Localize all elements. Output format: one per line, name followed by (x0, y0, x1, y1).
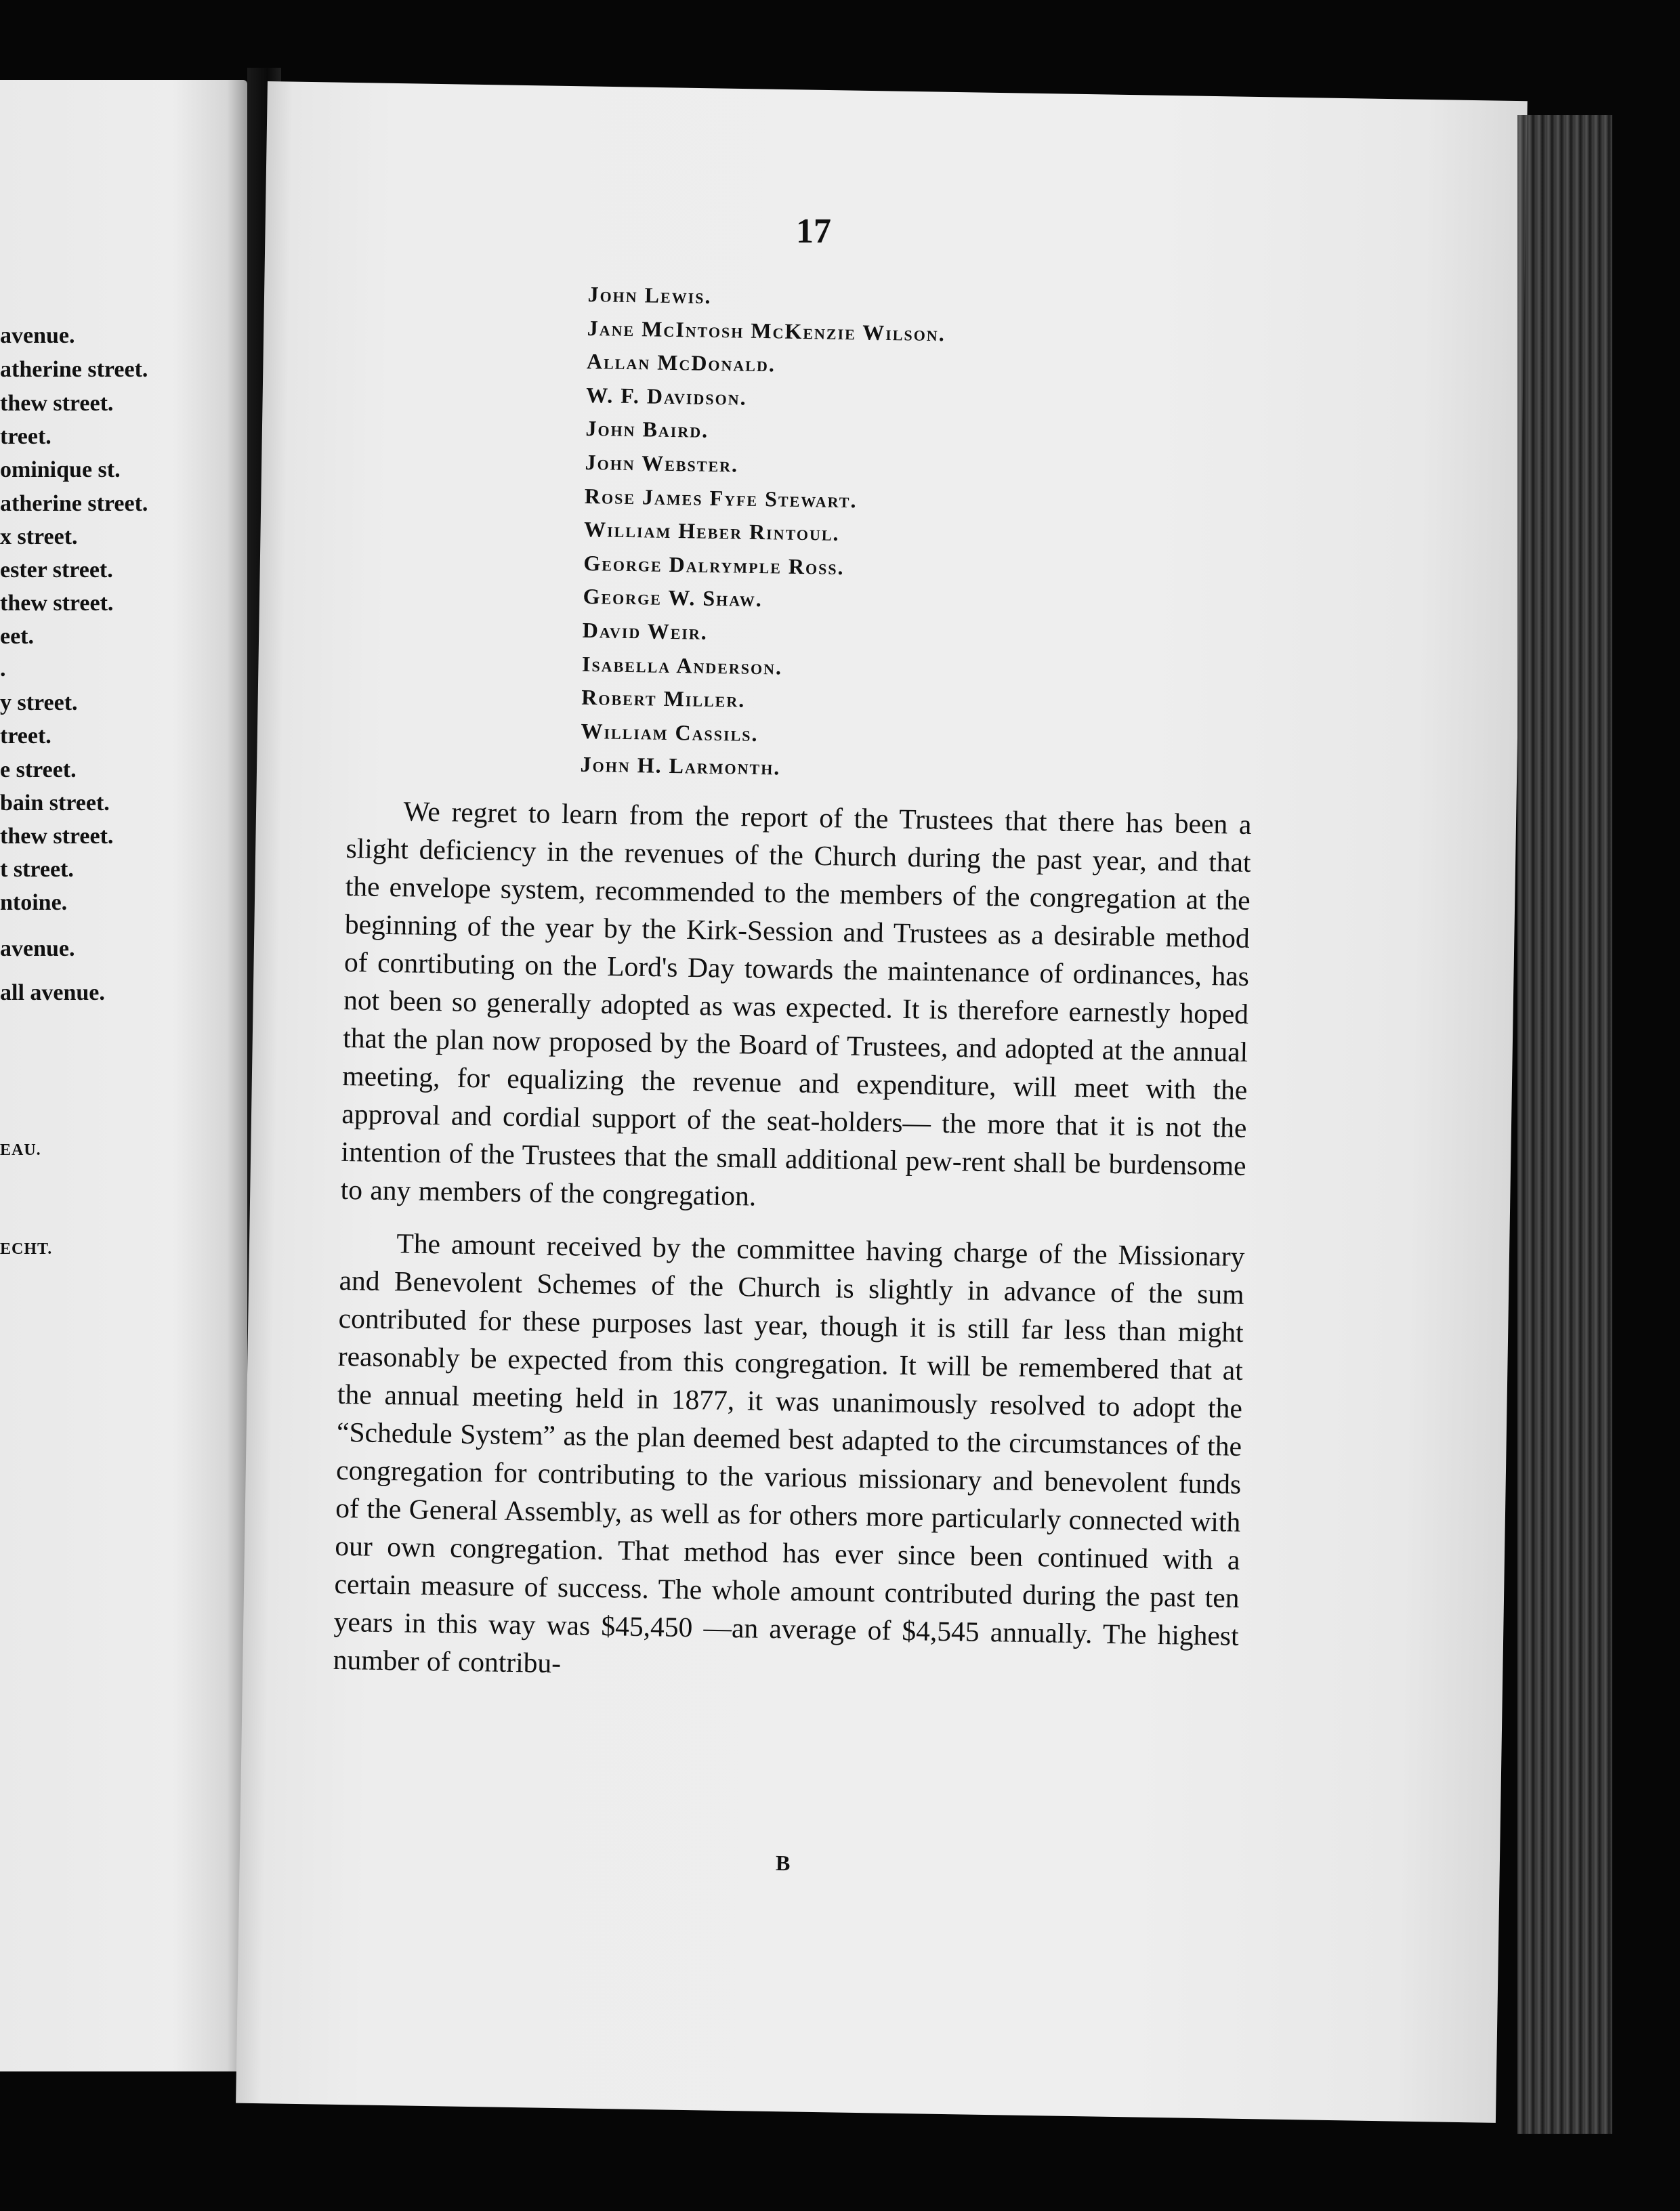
name-item: Rose James Fyfe Stewart. (584, 483, 858, 512)
name-item: W. F. Davidson. (586, 382, 747, 410)
name-item: William Heber Rintoul. (583, 517, 840, 546)
left-line: EAU. (0, 1141, 41, 1159)
name-item: John Baird. (585, 416, 709, 443)
name-item: Isabella Anderson. (581, 651, 783, 679)
left-line: atherine street. (0, 491, 148, 516)
paragraph-trustees-report: We regret to learn from the report of the Trustees that there has been a slight deficiency in the revenues of the Church during the past year, and that the envelope system, recommended to the members of the congregation at the beginning of the year by the Kirk-Session and Trustees as a desirable method of conrtibuting on the Lord's Day towards the maintenance of ordinances, has not been so generally adopted as was expected. It is therefore earnestly hoped that the plan now proposed by the Board of Trustees, and adopted at the annual meeting, for equalizing the revenue and expenditure, will meet with the approval and cordial support of the seat-holders— the more that it is not the intention of the Trustees that the small additional pew-rent shall be burdensome to any members of the congregation. (340, 795, 1252, 1212)
signature-mark: B (775, 1850, 791, 1876)
page-number: 17 (796, 212, 831, 251)
left-line: eet. (0, 624, 35, 649)
name-item: George W. Shaw. (583, 584, 763, 612)
left-line: thew street. (0, 824, 114, 849)
left-line: . (0, 656, 6, 681)
left-line: treet. (0, 723, 51, 749)
left-line: all avenue. (0, 980, 105, 1005)
left-line: treet. (0, 424, 51, 449)
name-item: David Weir. (582, 617, 709, 644)
left-page (0, 80, 247, 2071)
left-line: bain street. (0, 791, 110, 816)
left-line: ester street. (0, 557, 113, 583)
left-line: t street. (0, 857, 74, 882)
left-line: avenue. (0, 323, 75, 348)
left-line: avenue. (0, 936, 75, 961)
left-line: ntoine. (0, 890, 68, 915)
left-line: thew street. (0, 591, 114, 616)
left-line: thew street. (0, 391, 114, 416)
left-line: ominique st. (0, 457, 121, 482)
names-list (580, 278, 1401, 795)
paragraph-missionary-schemes: The amount received by the committee having charge of the Missionary and Benevolent Schemes of the Church is slightly in advance of the sum contributed for these purposes last year, though it is still far less than might reasonably be expected from this congregation. It will be remembered that at the annual meeting held in 1877, it was unanimously resolved to adopt the “Schedule System” as the plan deemed best adapted to the circumstances of the congregation for contributing to the various missionary and benevolent funds of the General Assembly, as well as for others more particularly connected with our own congregation. That method has ever since been continued with a certain measure of success. The whole amount contributed during the past ten years in this way was $45,450 —an average of $4,545 annually. The highest number of contribu- (333, 1227, 1245, 1679)
left-line: ECHT. (0, 1240, 53, 1258)
left-line: y street. (0, 690, 78, 715)
left-line: x street. (0, 524, 78, 549)
name-item: William Cassils. (581, 718, 759, 746)
name-item: John Lewis. (587, 281, 712, 308)
page-edges (1517, 115, 1612, 2134)
name-item: John H. Larmonth. (580, 752, 781, 780)
body-text (333, 791, 1251, 1693)
name-item: John Webster. (585, 449, 739, 477)
name-item: Allan McDonald. (586, 349, 776, 377)
left-line: e street. (0, 757, 77, 782)
name-item: Robert Miller. (581, 685, 746, 712)
left-line: atherine street. (0, 357, 148, 382)
name-item: Jane McIntosh McKenzie Wilson. (587, 315, 946, 345)
name-item: George Dalrymple Ross. (583, 550, 845, 579)
